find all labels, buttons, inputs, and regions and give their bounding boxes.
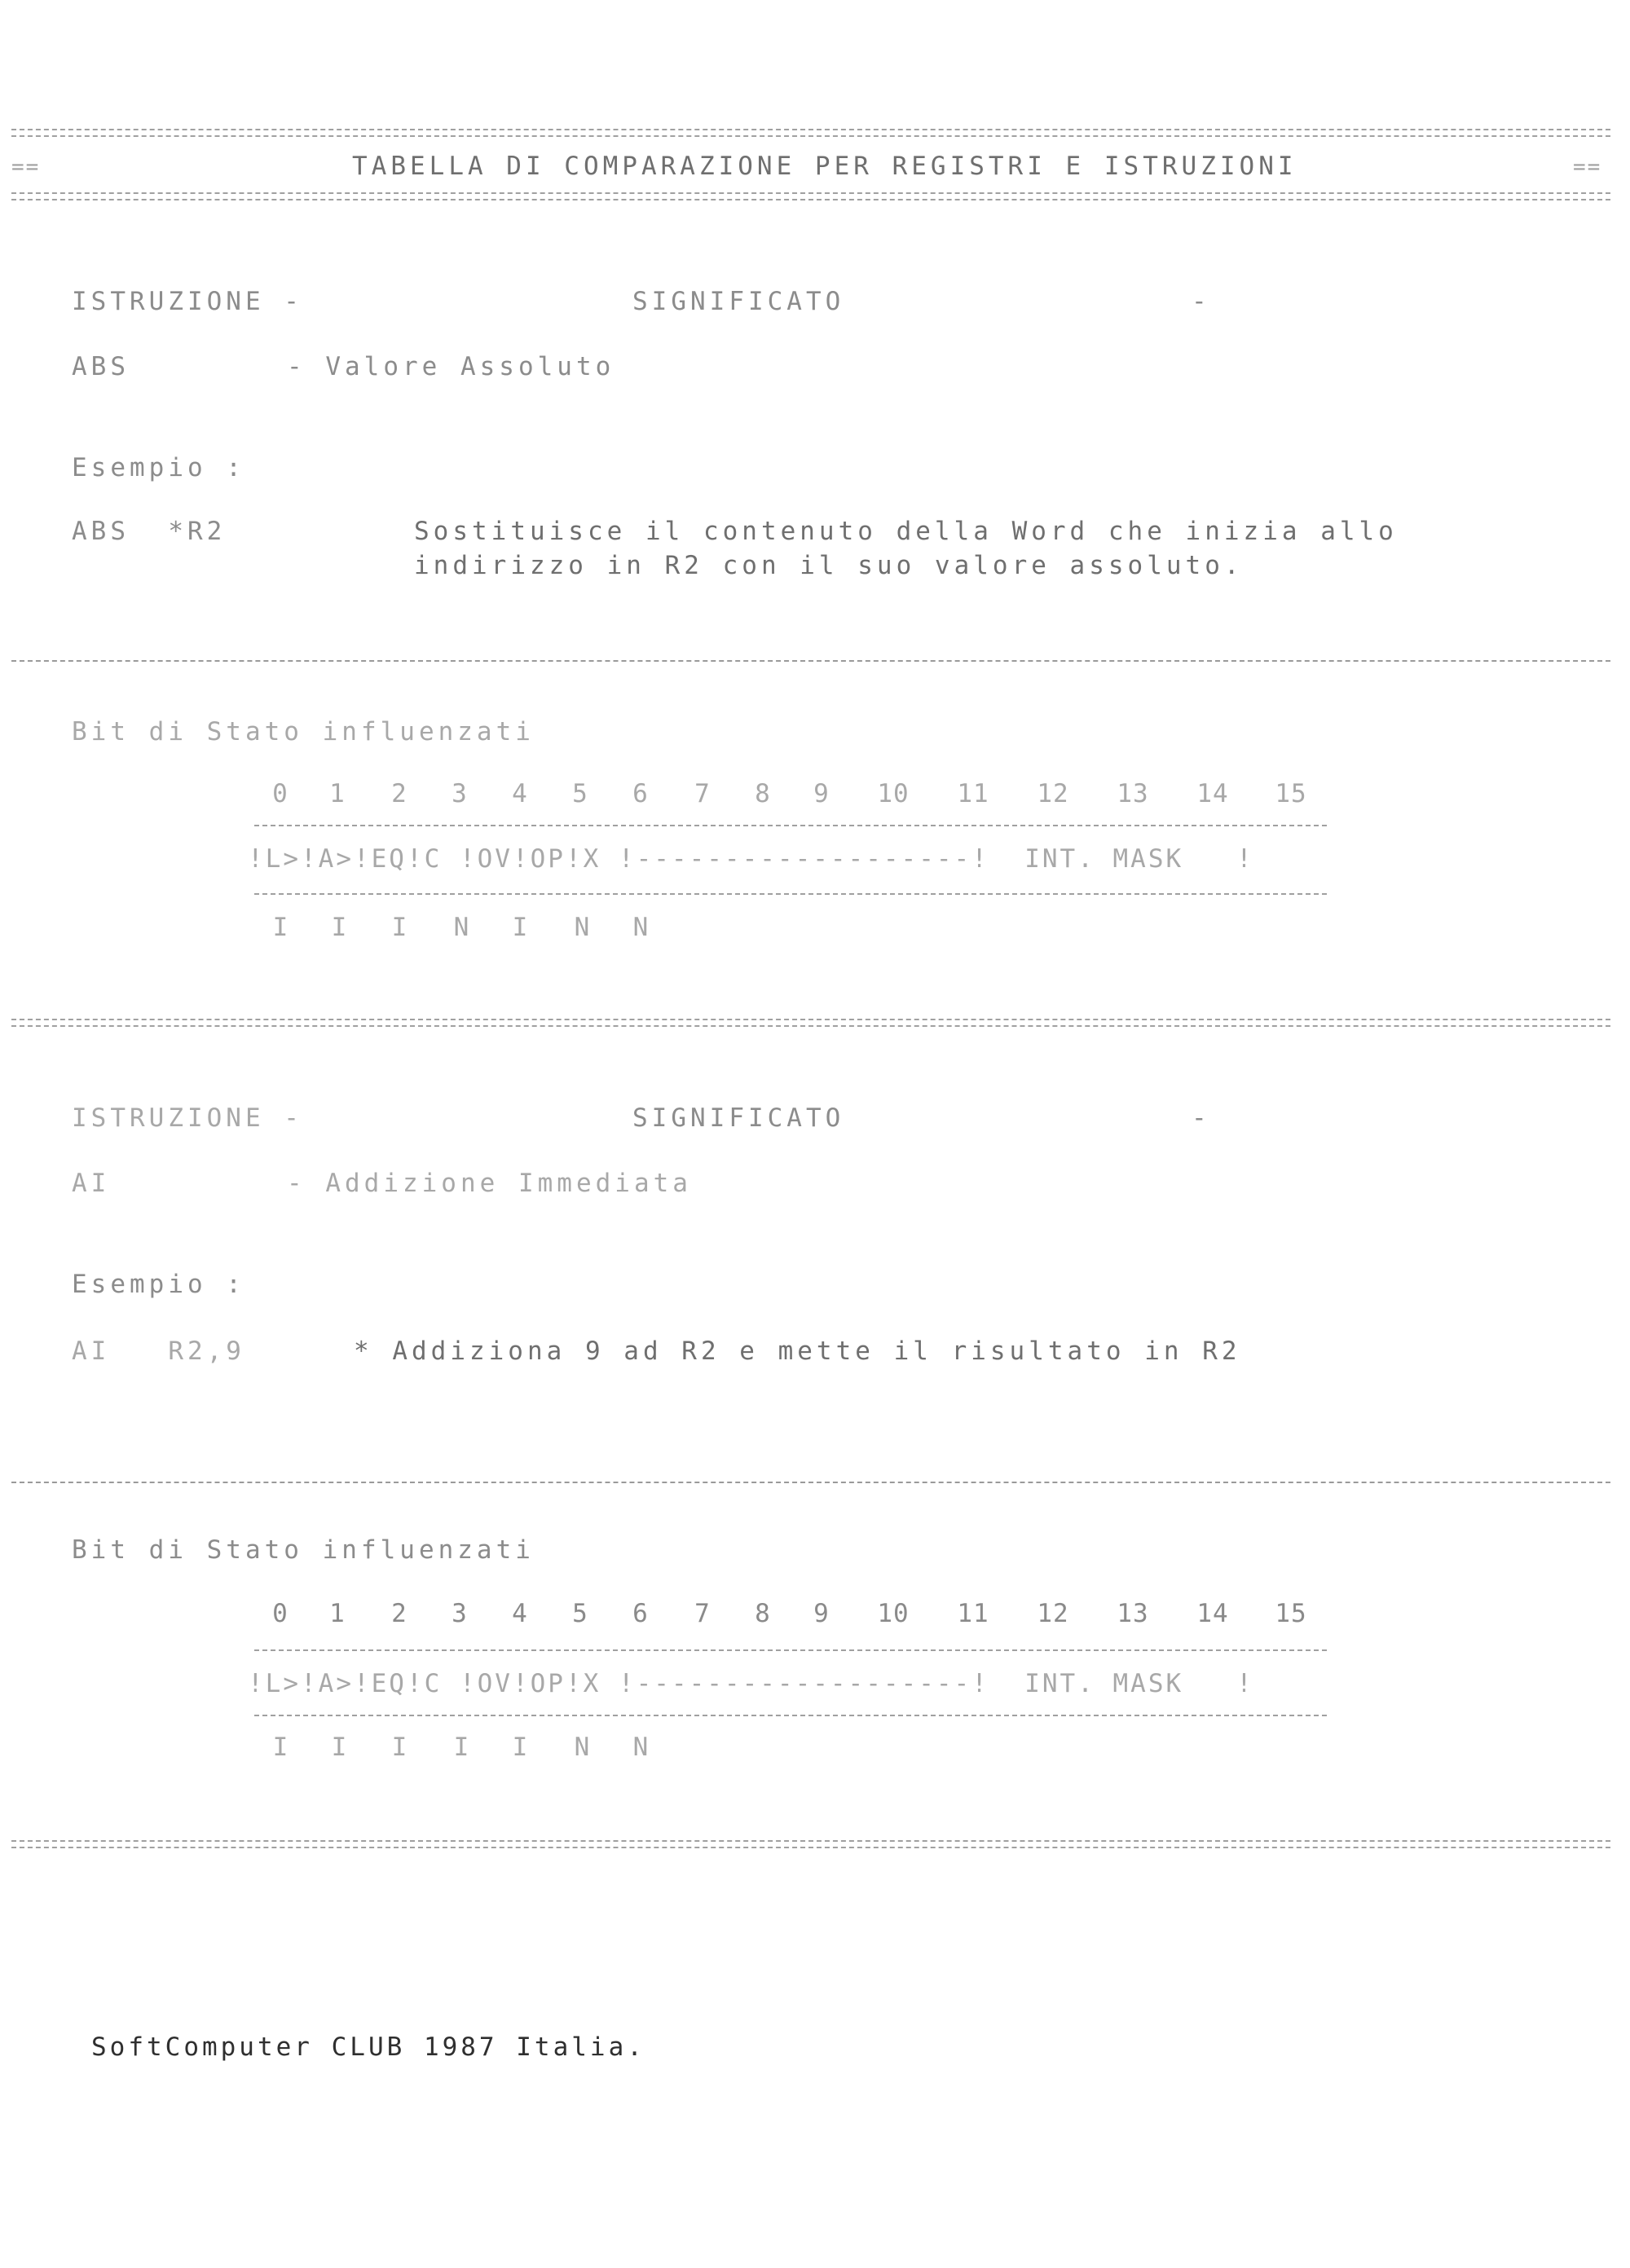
bit-number: 11 — [957, 779, 989, 808]
bit-number: 14 — [1196, 779, 1229, 808]
flag-value: N — [632, 913, 649, 942]
register-layout-row: !L>!A>!EQ!C !OV!OP!X !-------------------! INT. MASK ! — [248, 844, 1254, 874]
flag-value: I — [391, 1733, 408, 1762]
bit-number: 4 — [512, 779, 528, 808]
flag-value: I — [331, 1733, 347, 1762]
instruction-mnemonic: ABS — [72, 352, 130, 381]
bit-number: 14 — [1196, 1599, 1229, 1628]
example-code: ABS *R2 — [72, 517, 227, 546]
col-meaning-header: SIGNIFICATO — [632, 287, 845, 316]
section-separator — [11, 1019, 1610, 1027]
flag-value: I — [331, 913, 347, 942]
bit-number: 5 — [572, 779, 588, 808]
col-dash-header: - — [1192, 1103, 1211, 1133]
example-label: Esempio : — [72, 1270, 245, 1299]
register-top-border — [254, 825, 1327, 826]
register-bottom-border — [254, 893, 1327, 895]
register-top-border — [254, 1649, 1327, 1651]
section-separator — [11, 1840, 1610, 1848]
example-text: * Addiziona 9 ad R2 e mette il risultato in R2 — [354, 1337, 1241, 1366]
header-left-mark: == — [11, 155, 41, 179]
bit-number: 0 — [272, 1599, 289, 1628]
flag-value: I — [272, 1733, 289, 1762]
bit-number: 12 — [1037, 1599, 1069, 1628]
bit-number: 9 — [813, 1599, 830, 1628]
bit-number: 10 — [877, 1599, 910, 1628]
instruction-mnemonic: AI — [72, 1169, 111, 1198]
bit-number: 7 — [694, 779, 711, 808]
bit-number: 8 — [755, 1599, 771, 1628]
bit-number: 11 — [957, 1599, 989, 1628]
bit-number: 6 — [632, 779, 649, 808]
bit-number: 12 — [1037, 779, 1069, 808]
bit-number: 15 — [1275, 1599, 1307, 1628]
bit-number: 2 — [391, 1599, 408, 1628]
bit-number: 5 — [572, 1599, 588, 1628]
flag-value: I — [512, 913, 528, 942]
header-right-mark: == — [1573, 155, 1602, 179]
bit-number: 1 — [329, 779, 346, 808]
page-title: TABELLA DI COMPARAZIONE PER REGISTRI E ISTRUZIONI — [352, 152, 1297, 181]
bit-number: 10 — [877, 779, 910, 808]
flag-value: I — [272, 913, 289, 942]
bit-number: 6 — [632, 1599, 649, 1628]
flag-value: I — [391, 913, 408, 942]
status-bits-label: Bit di Stato influenzati — [72, 717, 535, 746]
bit-number: 3 — [452, 779, 468, 808]
header-top-rule — [11, 129, 1610, 137]
instruction-description: - Addizione Immediata — [287, 1169, 692, 1198]
flag-value: N — [632, 1733, 649, 1762]
col-instruction-header: ISTRUZIONE - — [72, 287, 303, 316]
example-text: indirizzo in R2 con il suo valore assoluto. — [414, 551, 1244, 580]
bit-number: 9 — [813, 779, 830, 808]
flag-value: N — [574, 1733, 590, 1762]
footer-credit: SoftComputer CLUB 1987 Italia. — [91, 2032, 645, 2062]
flag-value: I — [453, 1733, 469, 1762]
col-meaning-header: SIGNIFICATO — [632, 1103, 845, 1133]
col-dash-header: - — [1192, 287, 1211, 316]
bit-number: 15 — [1275, 779, 1307, 808]
bit-number: 8 — [755, 779, 771, 808]
section-divider — [11, 1482, 1610, 1483]
flag-value: N — [453, 913, 469, 942]
section-divider — [11, 660, 1610, 662]
flag-value: I — [512, 1733, 528, 1762]
register-bottom-border — [254, 1715, 1327, 1716]
instruction-description: - Valore Assoluto — [287, 352, 615, 381]
register-layout-row: !L>!A>!EQ!C !OV!OP!X !-------------------! INT. MASK ! — [248, 1669, 1254, 1698]
example-code: AI R2,9 — [72, 1337, 245, 1366]
example-label: Esempio : — [72, 453, 245, 482]
bit-number: 2 — [391, 779, 408, 808]
bit-number: 7 — [694, 1599, 711, 1628]
col-instruction-header: ISTRUZIONE - — [72, 1103, 303, 1133]
bit-number: 0 — [272, 779, 289, 808]
header-bottom-rule — [11, 192, 1610, 200]
status-bits-label: Bit di Stato influenzati — [72, 1535, 535, 1565]
bit-number: 13 — [1117, 779, 1149, 808]
flag-value: N — [574, 913, 590, 942]
bit-number: 4 — [512, 1599, 528, 1628]
example-text: Sostituisce il contenuto della Word che inizia allo — [414, 517, 1398, 546]
bit-number: 13 — [1117, 1599, 1149, 1628]
bit-number: 1 — [329, 1599, 346, 1628]
bit-number: 3 — [452, 1599, 468, 1628]
